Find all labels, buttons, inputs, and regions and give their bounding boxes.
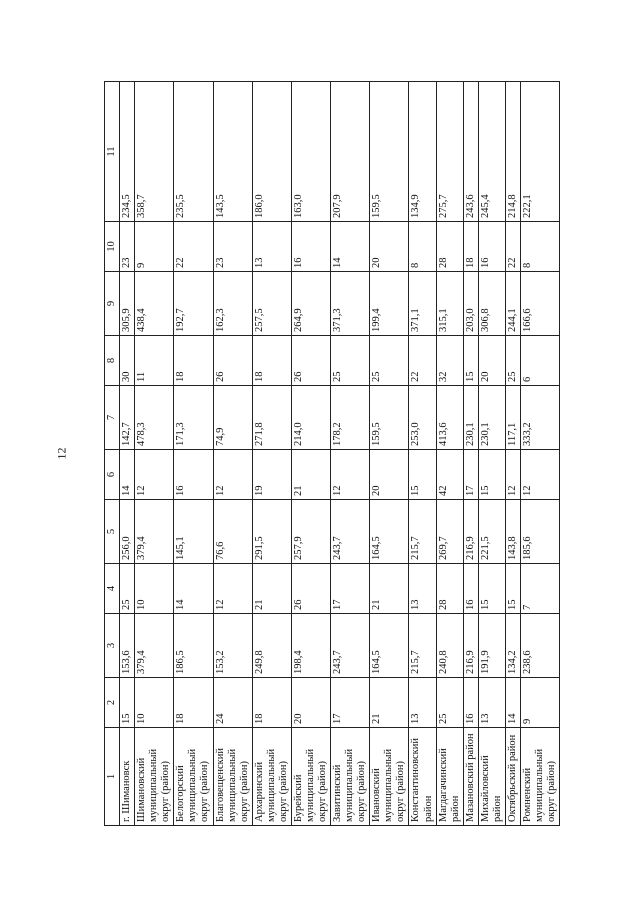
table-row (213, 82, 252, 826)
value-cell: 134,2 (505, 614, 520, 678)
district-name-cell: Октябрьский район (505, 728, 520, 826)
value-cell: 74,9 (213, 386, 252, 450)
value-cell: 24 (213, 678, 252, 728)
value-cell: 291,5 (252, 500, 291, 564)
value-cell: 178,2 (331, 386, 370, 450)
value-cell: 257,9 (291, 500, 330, 564)
value-cell: 7 (520, 564, 559, 614)
value-cell: 17 (331, 564, 370, 614)
value-cell: 16 (478, 222, 505, 272)
value-cell: 20 (478, 336, 505, 386)
value-cell: 379,4 (135, 500, 174, 564)
value-cell: 438,4 (135, 272, 174, 336)
value-cell: 30 (120, 336, 135, 386)
value-cell: 8 (409, 222, 436, 272)
value-cell: 22 (409, 336, 436, 386)
value-cell: 21 (370, 564, 409, 614)
value-cell: 9 (520, 678, 559, 728)
value-cell: 9 (135, 222, 174, 272)
value-cell: 8 (520, 222, 559, 272)
value-cell: 159,5 (370, 82, 409, 222)
district-name-cell: Мазановский район (463, 728, 478, 826)
value-cell: 216,9 (463, 500, 478, 564)
value-cell: 42 (436, 450, 463, 500)
value-cell: 76,6 (213, 500, 252, 564)
value-cell: 230,1 (478, 386, 505, 450)
value-cell: 234,5 (120, 82, 135, 222)
table-row (174, 82, 213, 826)
value-cell: 13 (478, 678, 505, 728)
value-cell: 186,0 (252, 82, 291, 222)
value-cell: 15 (478, 450, 505, 500)
value-cell: 192,7 (174, 272, 213, 336)
value-cell: 143,5 (213, 82, 252, 222)
table-row (120, 82, 135, 826)
value-cell: 12 (520, 450, 559, 500)
value-cell: 17 (463, 450, 478, 500)
value-cell: 371,1 (409, 272, 436, 336)
value-cell: 25 (331, 336, 370, 386)
value-cell: 25 (120, 564, 135, 614)
table-row (409, 82, 436, 826)
value-cell: 215,7 (409, 614, 436, 678)
value-cell: 20 (291, 678, 330, 728)
value-cell: 26 (291, 336, 330, 386)
table-row (252, 82, 291, 826)
value-cell: 17 (331, 678, 370, 728)
value-cell: 14 (331, 222, 370, 272)
value-cell: 10 (135, 564, 174, 614)
value-cell: 134,9 (409, 82, 436, 222)
value-cell: 143,8 (505, 500, 520, 564)
value-cell: 214,8 (505, 82, 520, 222)
data-table (104, 81, 560, 826)
value-cell: 18 (174, 336, 213, 386)
column-header: 8 (105, 336, 120, 386)
district-name-cell: Ромненский муниципальный округ (район) (520, 728, 559, 826)
district-name-cell: Белогорский муниципальный округ (район) (174, 728, 213, 826)
value-cell: 198,4 (291, 614, 330, 678)
value-cell: 10 (135, 678, 174, 728)
value-cell: 253,0 (409, 386, 436, 450)
value-cell: 191,9 (478, 614, 505, 678)
value-cell: 28 (436, 564, 463, 614)
value-cell: 32 (436, 336, 463, 386)
value-cell: 238,6 (520, 614, 559, 678)
value-cell: 21 (370, 678, 409, 728)
column-header: 1 (105, 728, 120, 826)
value-cell: 207,9 (331, 82, 370, 222)
value-cell: 271,8 (252, 386, 291, 450)
value-cell: 243,7 (331, 614, 370, 678)
value-cell: 230,1 (463, 386, 478, 450)
value-cell: 275,7 (436, 82, 463, 222)
value-cell: 214,0 (291, 386, 330, 450)
table-row (478, 82, 505, 826)
value-cell: 164,5 (370, 614, 409, 678)
value-cell: 306,8 (478, 272, 505, 336)
value-cell: 25 (505, 336, 520, 386)
value-cell: 20 (370, 222, 409, 272)
value-cell: 478,3 (135, 386, 174, 450)
value-cell: 371,3 (331, 272, 370, 336)
column-header: 4 (105, 564, 120, 614)
value-cell: 15 (409, 450, 436, 500)
value-cell: 203,0 (463, 272, 478, 336)
value-cell: 6 (520, 336, 559, 386)
value-cell: 159,5 (370, 386, 409, 450)
value-cell: 221,5 (478, 500, 505, 564)
value-cell: 19 (252, 450, 291, 500)
value-cell: 243,6 (463, 82, 478, 222)
value-cell: 16 (463, 678, 478, 728)
table-row (505, 82, 520, 826)
value-cell: 153,2 (213, 614, 252, 678)
value-cell: 21 (291, 450, 330, 500)
value-cell: 249,8 (252, 614, 291, 678)
value-cell: 413,6 (436, 386, 463, 450)
district-name-cell: Ивановский муниципальный округ (район) (370, 728, 409, 826)
value-cell: 166,6 (520, 272, 559, 336)
value-cell: 358,7 (135, 82, 174, 222)
value-cell: 216,9 (463, 614, 478, 678)
district-name-cell: Завитинский муниципальный округ (район) (331, 728, 370, 826)
value-cell: 22 (505, 222, 520, 272)
table-row (135, 82, 174, 826)
district-name-cell: Благовещенский муниципальный округ (район) (213, 728, 252, 826)
value-cell: 25 (436, 678, 463, 728)
column-header: 6 (105, 450, 120, 500)
value-cell: 28 (436, 222, 463, 272)
value-cell: 186,5 (174, 614, 213, 678)
value-cell: 163,0 (291, 82, 330, 222)
value-cell: 20 (370, 450, 409, 500)
value-cell: 12 (505, 450, 520, 500)
header-row (105, 82, 120, 826)
value-cell: 145,1 (174, 500, 213, 564)
value-cell: 264,9 (291, 272, 330, 336)
value-cell: 15 (505, 564, 520, 614)
value-cell: 13 (409, 678, 436, 728)
value-cell: 257,5 (252, 272, 291, 336)
value-cell: 162,3 (213, 272, 252, 336)
value-cell: 18 (252, 678, 291, 728)
value-cell: 21 (252, 564, 291, 614)
value-cell: 18 (174, 678, 213, 728)
column-header: 7 (105, 386, 120, 450)
column-header: 5 (105, 500, 120, 564)
value-cell: 14 (174, 564, 213, 614)
value-cell: 25 (370, 336, 409, 386)
value-cell: 14 (120, 450, 135, 500)
value-cell: 23 (213, 222, 252, 272)
value-cell: 245,4 (478, 82, 505, 222)
column-header: 11 (105, 82, 120, 222)
district-name-cell: Магдагачинский район (436, 728, 463, 826)
value-cell: 13 (409, 564, 436, 614)
value-cell: 244,1 (505, 272, 520, 336)
page-number: 12 (54, 447, 69, 460)
table-row (436, 82, 463, 826)
table-row (520, 82, 559, 826)
district-name-cell: Архаринский муниципальный округ (район) (252, 728, 291, 826)
value-cell: 243,7 (331, 500, 370, 564)
district-name-cell: Константиновский район (409, 728, 436, 826)
value-cell: 305,9 (120, 272, 135, 336)
value-cell: 12 (135, 450, 174, 500)
column-header: 3 (105, 614, 120, 678)
value-cell: 16 (463, 564, 478, 614)
value-cell: 215,7 (409, 500, 436, 564)
value-cell: 256,0 (120, 500, 135, 564)
column-header: 10 (105, 222, 120, 272)
table-row (370, 82, 409, 826)
value-cell: 333,2 (520, 386, 559, 450)
district-name-cell: Бурейский муниципальный округ (район) (291, 728, 330, 826)
value-cell: 142,7 (120, 386, 135, 450)
value-cell: 26 (213, 336, 252, 386)
value-cell: 13 (252, 222, 291, 272)
column-header: 9 (105, 272, 120, 336)
value-cell: 15 (463, 336, 478, 386)
value-cell: 240,8 (436, 614, 463, 678)
value-cell: 315,1 (436, 272, 463, 336)
value-cell: 18 (252, 336, 291, 386)
value-cell: 12 (213, 450, 252, 500)
value-cell: 171,3 (174, 386, 213, 450)
value-cell: 16 (174, 450, 213, 500)
table-body (120, 82, 560, 826)
table-row (331, 82, 370, 826)
value-cell: 26 (291, 564, 330, 614)
district-name-cell: г. Шимановск (120, 728, 135, 826)
value-cell: 23 (120, 222, 135, 272)
value-cell: 153,6 (120, 614, 135, 678)
value-cell: 164,5 (370, 500, 409, 564)
value-cell: 235,5 (174, 82, 213, 222)
value-cell: 117,1 (505, 386, 520, 450)
value-cell: 16 (291, 222, 330, 272)
value-cell: 14 (505, 678, 520, 728)
district-name-cell: Шимановский муниципальный округ (район) (135, 728, 174, 826)
value-cell: 379,4 (135, 614, 174, 678)
value-cell: 18 (463, 222, 478, 272)
district-name-cell: Михайловский район (478, 728, 505, 826)
value-cell: 22 (174, 222, 213, 272)
value-cell: 12 (331, 450, 370, 500)
value-cell: 199,4 (370, 272, 409, 336)
table-row (291, 82, 330, 826)
value-cell: 222,1 (520, 82, 559, 222)
value-cell: 185,6 (520, 500, 559, 564)
table-row (463, 82, 478, 826)
value-cell: 11 (135, 336, 174, 386)
value-cell: 12 (213, 564, 252, 614)
value-cell: 15 (120, 678, 135, 728)
value-cell: 15 (478, 564, 505, 614)
rotated-table-container (104, 82, 558, 826)
value-cell: 269,7 (436, 500, 463, 564)
column-header: 2 (105, 678, 120, 728)
